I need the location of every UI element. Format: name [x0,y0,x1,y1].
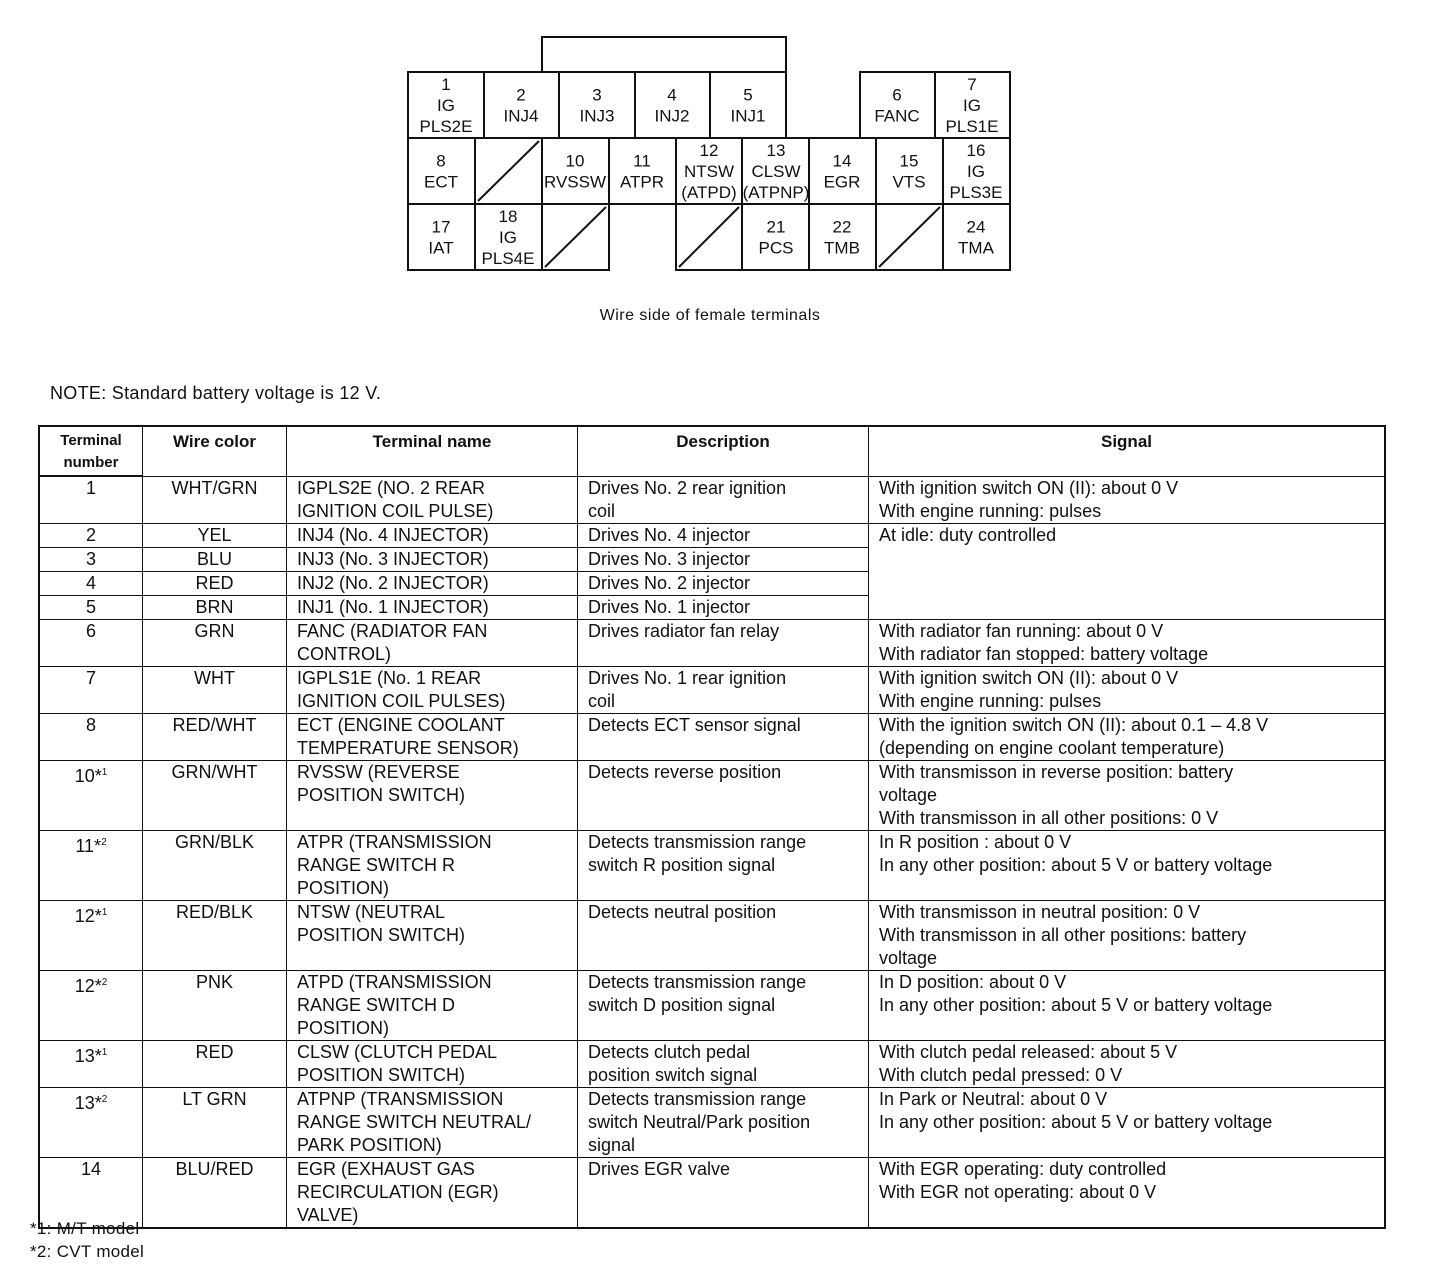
cell-line: NTSW (NEUTRAL [297,901,445,922]
terminal-table [38,425,1386,1229]
empty-slot-23 [879,207,940,267]
cell-line: POSITION) [297,1017,390,1038]
cell-line: signal [588,1134,636,1155]
description-cell [578,547,869,571]
terminal-name-cell [287,1087,578,1157]
pin-label: TMB [824,238,860,258]
footnote-mark: 2 [101,836,107,848]
pin-number: 7 [967,75,977,94]
wire-color-cell: RED [143,1040,287,1087]
terminal-number: 7 [85,667,96,688]
pin-label: ATPR [619,172,665,192]
terminal-number-cell [39,523,143,547]
pin-label: PLS4E [481,249,535,268]
footnote-mark: 2 [101,976,108,988]
terminal-name-cell [287,713,578,760]
table-row [39,619,1385,666]
signal-cell [869,970,1386,1040]
pin-label: INJ1 [730,106,766,126]
description-cell [578,970,869,1040]
terminal-number: 6 [85,620,96,641]
header-wire-color: Wire color [143,426,287,476]
cell-line: Detects ECT sensor signal [588,714,801,735]
description-cell [578,760,869,830]
table-row [39,1040,1385,1087]
cell-line: TEMPERATURE SENSOR) [297,737,519,758]
pin-number: 15 [899,151,919,171]
cell-line: voltage [879,784,938,805]
pin-label: (ATPNP) [742,183,810,202]
pin-number: 3 [592,85,602,105]
signal-cell [869,523,1386,619]
cell-line: With clutch pedal pressed: 0 V [879,1064,1123,1085]
signal-cell [869,1157,1386,1228]
cell-line: With engine running: pulses [879,500,1102,521]
cell-line: POSITION SWITCH) [297,1064,465,1085]
wire-color-cell: GRN/WHT [143,760,287,830]
footnote-mark: 2 [101,1093,108,1105]
terminal-number-cell [39,713,143,760]
terminal-number: 2 [85,524,96,545]
wire-color-cell: WHT [143,666,287,713]
table-row [39,900,1385,970]
cell-line: With engine running: pulses [879,690,1102,711]
signal-cell [869,900,1386,970]
pin-number: 8 [436,151,446,171]
description-cell [578,900,869,970]
cell-line: With ignition switch ON (II): about 0 V [879,477,1179,498]
header-signal: Signal [869,426,1386,476]
cell-line: With clutch pedal released: about 5 V [879,1041,1178,1062]
signal-cell [869,1087,1386,1157]
header-description: Description [578,426,869,476]
pin-number: 11 [633,151,651,171]
pin-number: 5 [743,85,753,105]
terminal-number-cell [39,619,143,666]
pin-number: 24 [966,217,986,237]
cell-line: Detects clutch pedal [588,1041,751,1062]
cell-line: position switch signal [588,1064,758,1085]
cell-line: With transmisson in all other positions: battery [879,924,1247,945]
cell-line: With EGR not operating: about 0 V [879,1181,1157,1202]
cell-line: IGNITION COIL PULSE) [297,500,494,521]
pin-label: VTS [892,172,926,192]
terminal-name-cell [287,760,578,830]
wire-color-cell: WHT/GRN [143,476,287,523]
pin-label: IG [437,96,455,115]
terminal-name-cell [287,970,578,1040]
empty-slot-9 [478,141,539,201]
cell-line: In any other position: about 5 V or battery voltage [879,854,1273,875]
wire-color-cell: RED/WHT [143,713,287,760]
pin-number: 13 [766,141,786,160]
cell-line: Detects transmission range [588,971,807,992]
table-row [39,830,1385,900]
header-terminal-name: Terminal name [287,426,578,476]
cell-line: In Park or Neutral: about 0 V [879,1088,1108,1109]
cell-line: With the ignition switch ON (II): about 0.1 – 4.8 V [879,714,1269,735]
empty-slot-20 [679,207,739,267]
footnote-1: *1: M/T model [30,1219,140,1238]
cell-line: With radiator fan stopped: battery voltage [879,643,1209,664]
cell-line: RVSSW (REVERSE [297,761,460,782]
cell-line: INJ3 (No. 3 INJECTOR) [297,548,489,569]
terminal-number: 12* [74,905,102,926]
footnote-2: *2: CVT model [30,1242,145,1261]
description-cell [578,1087,869,1157]
pin-label: INJ4 [503,106,539,126]
wire-color-cell: BRN [143,595,287,619]
cell-line: POSITION SWITCH) [297,784,465,805]
cell-line: With radiator fan running: about 0 V [879,620,1164,641]
pin-number: 18 [498,207,518,226]
terminal-number-cell [39,1040,143,1087]
description-cell [578,1157,869,1228]
pin-label: IAT [428,238,454,258]
cell-line: coil [588,690,616,711]
cell-line: POSITION) [297,877,390,898]
terminal-number: 13* [74,1045,102,1066]
terminal-name-cell [287,666,578,713]
pin-label: (ATPD) [681,183,737,202]
cell-line: POSITION SWITCH) [297,924,465,945]
cell-line: With EGR operating: duty controlled [879,1158,1167,1179]
table-row [39,970,1385,1040]
cell-line: ATPR (TRANSMISSION [297,831,492,852]
cell-line: CLSW (CLUTCH PEDAL [297,1041,498,1062]
cell-line: Detects transmission range [588,1088,807,1109]
cell-line: With ignition switch ON (II): about 0 V [879,667,1179,688]
description-cell [578,571,869,595]
description-cell [578,523,869,547]
pin-number: 4 [667,85,677,105]
pin-number: 17 [431,217,451,237]
terminal-number: 13* [74,1092,102,1113]
table-row [39,713,1385,760]
cell-line: PARK POSITION) [297,1134,442,1155]
pin-label: IG [967,162,985,181]
diagram-caption: Wire side of female terminals [599,307,821,324]
cell-line: Detects transmission range [588,831,807,852]
terminal-name-cell [287,830,578,900]
description-cell [578,595,869,619]
cell-line: At idle: duty controlled [879,524,1057,545]
header-terminal-number [39,426,143,476]
pin-label: CLSW [751,162,801,181]
cell-line: Drives EGR valve [588,1158,731,1179]
footnote-mark: 1 [101,1046,108,1058]
pin-label: IG [499,228,517,247]
header-terminal-line1: Terminal [60,432,122,449]
cell-line: EGR (EXHAUST GAS [297,1158,475,1179]
signal-cell [869,1040,1386,1087]
cell-line: Drives No. 3 injector [588,548,751,569]
cell-line: Drives radiator fan relay [588,620,780,641]
table-row [39,1157,1385,1228]
voltage-note: NOTE: Standard battery voltage is 12 V. [50,383,382,403]
cell-line: coil [588,500,616,521]
cell-line: Detects reverse position [588,761,782,782]
table-row [39,476,1385,523]
table-row [39,760,1385,830]
terminal-number: 8 [85,714,96,735]
terminal-name-cell [287,571,578,595]
table-header-row [39,426,1385,476]
cell-line: RANGE SWITCH D [297,994,456,1015]
signal-cell [869,760,1386,830]
cell-line: INJ1 (No. 1 INJECTOR) [297,596,489,617]
terminal-number-cell [39,1157,143,1228]
wire-color-cell: PNK [143,970,287,1040]
pin-number: 14 [832,151,852,171]
footnote-mark: 1 [101,906,108,918]
pin-number: 22 [832,217,852,237]
cell-line: With transmisson in neutral position: 0 V [879,901,1201,922]
wire-color-cell: BLU [143,547,287,571]
pin-number: 1 [441,75,451,94]
cell-line: With transmisson in all other positions: 0 V [879,807,1219,828]
signal-cell [869,666,1386,713]
pin-label: EGR [823,172,861,192]
cell-line: IGPLS1E (No. 1 REAR [297,667,482,688]
cell-line: In R position : about 0 V [879,831,1072,852]
empty-slot-19 [545,207,606,267]
pin-label: PLS3E [949,183,1003,202]
wire-color-cell: GRN [143,619,287,666]
terminal-number-cell [39,900,143,970]
wire-color-cell: YEL [143,523,287,547]
cell-line: ECT (ENGINE COOLANT [297,714,505,735]
cell-line: INJ4 (No. 4 INJECTOR) [297,524,489,545]
table-row [39,523,1385,547]
wire-color-cell: RED/BLK [143,900,287,970]
description-cell [578,666,869,713]
cell-line: In D position: about 0 V [879,971,1067,992]
signal-cell [869,713,1386,760]
cell-line: FANC (RADIATOR FAN [297,620,488,641]
cell-line: Drives No. 1 injector [588,596,751,617]
cell-line: Drives No. 4 injector [588,524,751,545]
cell-line: ATPD (TRANSMISSION [297,971,492,992]
cell-line: RECIRCULATION (EGR) [297,1181,499,1202]
terminal-name-cell [287,900,578,970]
terminal-number: 3 [85,548,96,569]
wire-color-cell: BLU/RED [143,1157,287,1228]
terminal-number-cell [39,666,143,713]
pin-label: INJ3 [579,106,615,126]
table-row [39,666,1385,713]
description-cell [578,713,869,760]
terminal-number: 14 [80,1158,102,1179]
terminal-number: 1 [85,478,96,498]
cell-line: With transmisson in reverse position: battery [879,761,1234,782]
signal-cell [869,476,1386,523]
cell-line: Detects neutral position [588,901,777,922]
pin-label: INJ2 [654,106,690,126]
cell-line: IGNITION COIL PULSES) [297,690,506,711]
signal-cell [869,830,1386,900]
pin-label: PLS2E [419,117,473,136]
terminal-number: 5 [85,596,96,617]
cell-line: switch Neutral/Park position [588,1111,811,1132]
wire-color-cell: GRN/BLK [143,830,287,900]
cell-line: In any other position: about 5 V or battery voltage [879,1111,1273,1132]
pin-label: NTSW [683,162,735,181]
cell-line: RANGE SWITCH NEUTRAL/ [297,1111,532,1132]
pin-label: PLS1E [945,117,999,136]
pin-label: TMA [958,238,994,258]
terminal-name-cell [287,1157,578,1228]
pin-label: RVSSW [543,172,607,192]
description-cell [578,619,869,666]
terminal-name-cell [287,619,578,666]
cell-line: (depending on engine coolant temperature) [879,737,1225,758]
terminal-number-cell [39,970,143,1040]
description-cell [578,830,869,900]
terminal-name-cell [287,547,578,571]
terminal-name-cell [287,476,578,523]
cell-line: VALVE) [297,1204,359,1225]
cell-line: ATPNP (TRANSMISSION [297,1088,504,1109]
pin-label: ECT [424,172,458,192]
pin-number: 10 [565,151,585,171]
terminal-number: 10* [74,765,102,786]
signal-cell [869,619,1386,666]
pin-label: PCS [758,238,794,258]
terminal-number-cell [39,760,143,830]
wire-color-cell: RED [143,571,287,595]
pin-number: 12 [699,141,719,160]
cell-line: switch D position signal [588,994,776,1015]
cell-line: Drives No. 2 injector [588,572,751,593]
terminal-number: 12* [74,975,102,996]
pin-number: 16 [966,141,986,160]
cell-line: voltage [879,947,938,968]
terminal-number: 11* [75,835,102,856]
pin-number: 6 [892,85,902,105]
cell-line: INJ2 (No. 2 INJECTOR) [297,572,489,593]
cell-line: Drives No. 2 rear ignition [588,477,787,498]
cell-line: CONTROL) [297,643,391,664]
cell-line: In any other position: about 5 V or battery voltage [879,994,1273,1015]
pin-number: 21 [766,217,786,237]
header-terminal-line2: number [63,454,119,471]
connector-diagram [0,0,1440,300]
cell-line: Drives No. 1 rear ignition [588,667,787,688]
cell-line: switch R position signal [588,854,776,875]
table-row [39,1087,1385,1157]
terminal-name-cell [287,523,578,547]
terminal-number: 4 [85,572,96,593]
pin-label: FANC [874,106,920,126]
terminal-number-cell [39,595,143,619]
pin-number: 2 [516,85,526,105]
terminal-number-cell [39,476,143,523]
cell-line: RANGE SWITCH R [297,854,456,875]
terminal-number-cell [39,547,143,571]
description-cell [578,1040,869,1087]
terminal-number-cell [39,571,143,595]
terminal-name-cell [287,1040,578,1087]
pin-label: IG [963,96,981,115]
wire-color-cell: LT GRN [143,1087,287,1157]
cell-line: IGPLS2E (NO. 2 REAR [297,477,486,498]
terminal-name-cell [287,595,578,619]
terminal-number-cell [39,1087,143,1157]
terminal-number-cell [39,830,143,900]
description-cell [578,476,869,523]
footnote-mark: 1 [101,766,108,778]
